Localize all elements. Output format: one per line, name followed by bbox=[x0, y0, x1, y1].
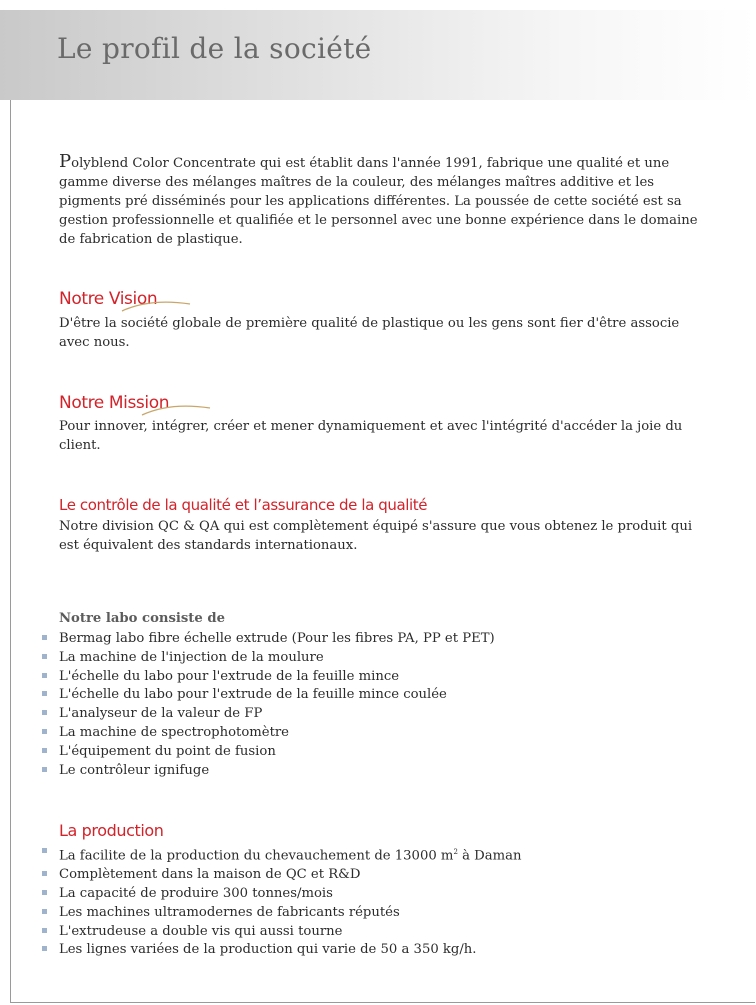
bullet-icon bbox=[42, 691, 47, 696]
bullet-icon bbox=[42, 654, 47, 659]
list-item: L'équipement du point de fusion bbox=[59, 743, 495, 762]
bullet-icon bbox=[42, 928, 47, 933]
mission-title: Notre Mission bbox=[59, 393, 170, 413]
bullet-icon bbox=[42, 890, 47, 895]
quality-title: Le contrôle de la qualité et l’assurance de la qualité bbox=[59, 496, 428, 514]
list-item: Les lignes variées de la production qui varie de 50 a 350 kg/h. bbox=[59, 941, 521, 960]
bullet-icon bbox=[42, 635, 47, 640]
list-item: La capacité de produire 300 tonnes/mois bbox=[59, 885, 521, 904]
bullet-icon bbox=[42, 767, 47, 772]
list-item: La machine de spectrophotomètre bbox=[59, 724, 495, 743]
list-item: Le contrôleur ignifuge bbox=[59, 762, 495, 781]
list-item: Bermag labo fibre échelle extrude (Pour les fibres PA, PP et PET) bbox=[59, 630, 495, 649]
list-item: Complètement dans la maison de QC et R&D bbox=[59, 866, 521, 885]
list-item: L'analyseur de la valeur de FP bbox=[59, 705, 495, 724]
intro-paragraph bbox=[59, 152, 709, 249]
quality-text: Notre division QC & QA qui est complètement équipé s'assure que vous obtenez le produit qui est équivalent des standards internationaux. bbox=[59, 519, 693, 553]
vision-swoosh bbox=[120, 300, 192, 314]
list-item: La facilite de la production du chevauchement de 13000 $m^2$ à Daman bbox=[59, 843, 521, 866]
page-title: Le profil de la société bbox=[57, 32, 372, 65]
vision-text: D'être la société globale de première qualité de plastique ou les gens sont fier d'être associe avec nous. bbox=[59, 316, 680, 350]
vision-title: Notre Vision bbox=[59, 289, 158, 309]
bullet-icon bbox=[42, 946, 47, 951]
mission-text: Pour innover, intégrer, créer et mener dynamiquement et avec l'intégrité d'accéder la joie du client. bbox=[59, 419, 683, 453]
production-title: La production bbox=[59, 821, 164, 840]
list-item: L'extrudeuse a double vis qui aussi tourne bbox=[59, 923, 521, 942]
lab-list bbox=[59, 630, 495, 780]
bullet-icon bbox=[42, 729, 47, 734]
intro-dropcap: P bbox=[59, 151, 72, 172]
mission-swoosh bbox=[140, 404, 212, 418]
bullet-icon bbox=[42, 909, 47, 914]
bullet-icon bbox=[42, 848, 47, 853]
bullet-icon bbox=[42, 871, 47, 876]
lab-heading: Notre labo consiste de bbox=[59, 611, 225, 626]
intro-text: olyblend Color Concentrate qui est établit dans l'année 1991, fabrique une qualité et une gamme diverse des mélanges maîtres de la couleur, des mélanges maîtres additive et les pigments pré disséminés pour les applications différentes. La poussée de cette société est sa gestion professionnelle et qualifiée et le personnel avec une bonne expérience dans le domaine de fabrication de plastique. bbox=[59, 156, 698, 247]
bullet-icon bbox=[42, 710, 47, 715]
bullet-icon bbox=[42, 673, 47, 678]
production-list bbox=[59, 843, 521, 960]
list-item: Les machines ultramodernes de fabricants réputés bbox=[59, 904, 521, 923]
list-item: L'échelle du labo pour l'extrude de la feuille mince coulée bbox=[59, 686, 495, 705]
bullet-icon bbox=[42, 748, 47, 753]
list-item: L'échelle du labo pour l'extrude de la feuille mince bbox=[59, 668, 495, 687]
list-item: La machine de l'injection de la moulure bbox=[59, 649, 495, 668]
